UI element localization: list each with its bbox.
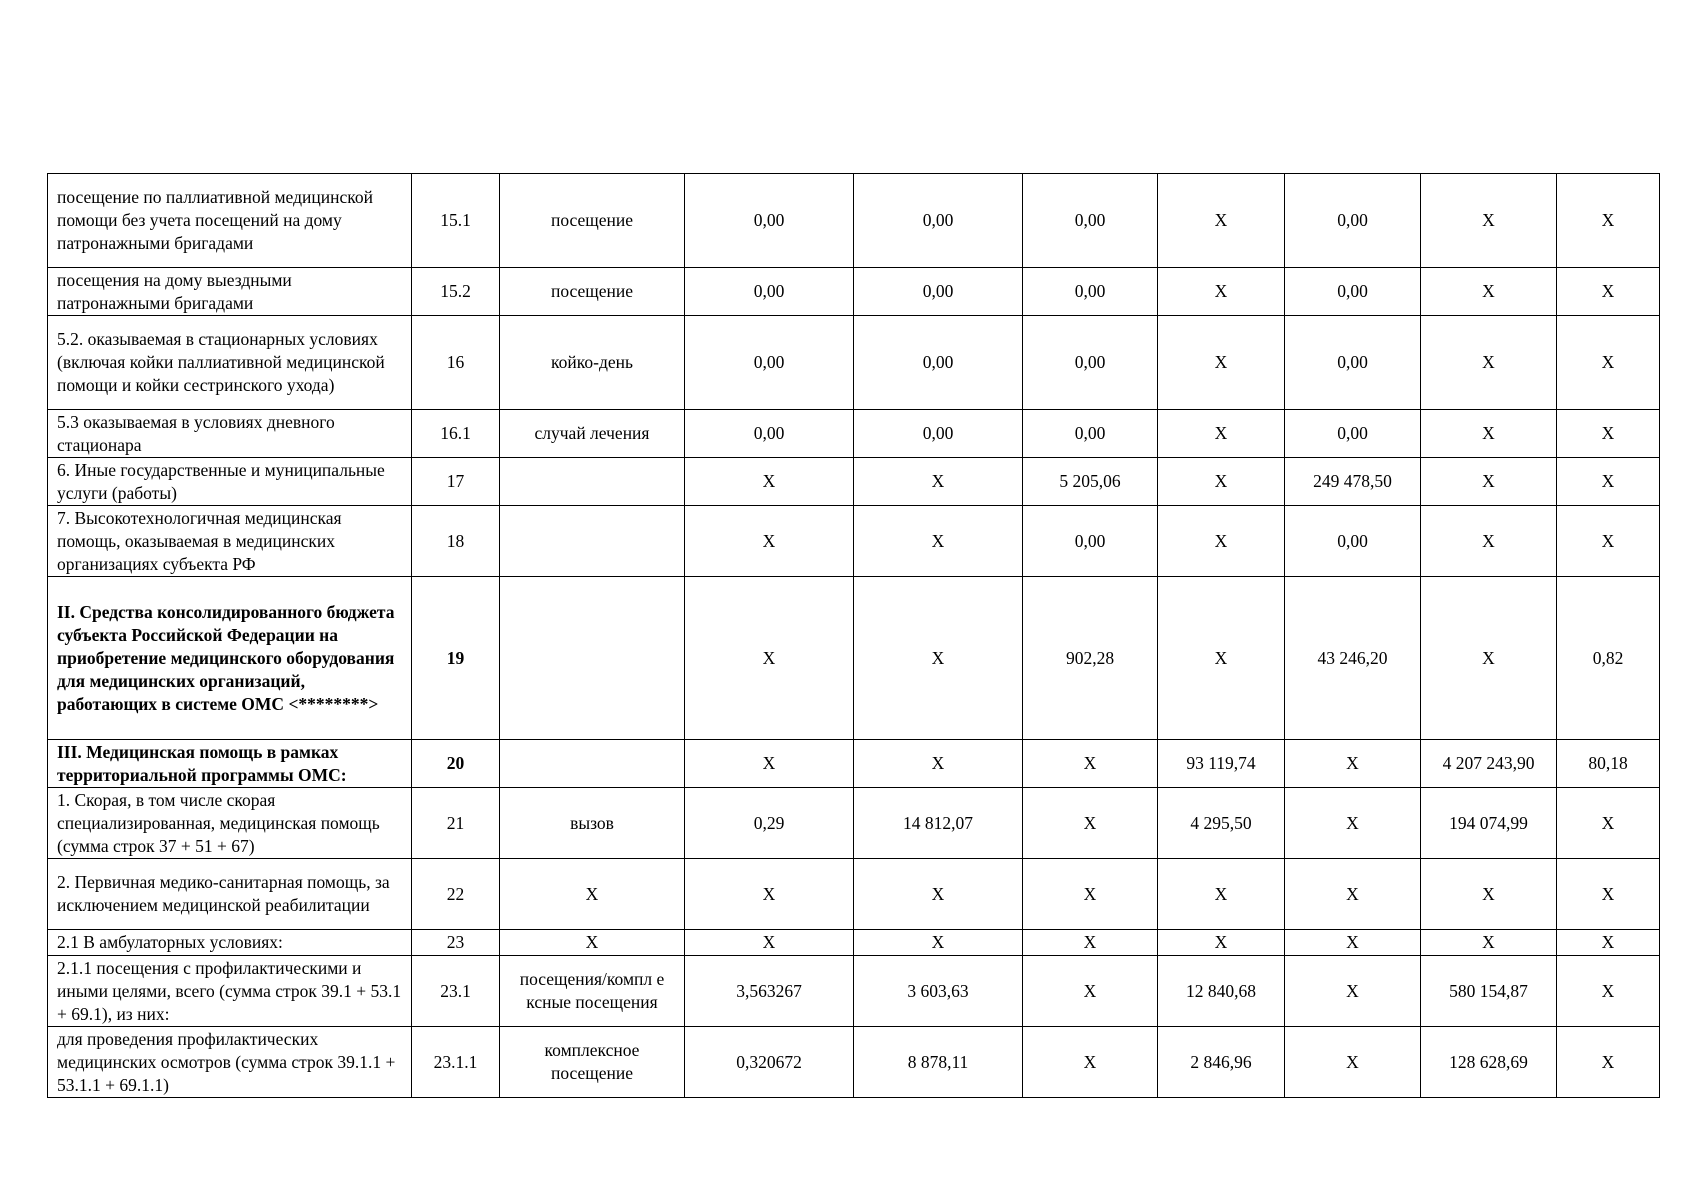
row-name: посещения на дому выездными патронажными бригадами [48,268,412,316]
value-cell: X [1421,410,1557,458]
unit-cell [500,506,685,577]
value-cell: X [1285,930,1421,956]
value-cell: X [1421,506,1557,577]
value-cell: 902,28 [1023,577,1158,740]
value-cell: X [1023,740,1158,788]
row-number: 16 [412,316,500,410]
value-cell: X [1557,316,1660,410]
row-name: посещение по паллиативной медицинской помощи без учета посещений на дому патронажными бригадами [48,174,412,268]
value-cell: 4 207 243,90 [1421,740,1557,788]
value-cell: 0,00 [854,174,1023,268]
value-cell: X [1557,930,1660,956]
value-cell: X [685,859,854,930]
value-cell: X [1557,174,1660,268]
value-cell: X [1158,268,1285,316]
value-cell: X [1421,859,1557,930]
value-cell: X [1285,740,1421,788]
table-row [48,506,1660,577]
table-row [48,1027,1660,1098]
table-row [48,788,1660,859]
value-cell: 3 603,63 [854,956,1023,1027]
row-name: 6. Иные государственные и муниципальные услуги (работы) [48,458,412,506]
row-number: 23.1.1 [412,1027,500,1098]
unit-cell: посещение [500,174,685,268]
value-cell: 0,00 [1285,506,1421,577]
value-cell: X [1023,930,1158,956]
value-cell: 0,00 [854,268,1023,316]
value-cell: X [1158,506,1285,577]
table-row [48,859,1660,930]
table-row [48,577,1660,740]
table-row [48,458,1660,506]
value-cell: 5 205,06 [1023,458,1158,506]
table-row [48,268,1660,316]
value-cell: X [854,506,1023,577]
table-row [48,174,1660,268]
value-cell: 0,00 [685,174,854,268]
table-row [48,316,1660,410]
unit-cell: вызов [500,788,685,859]
row-number: 21 [412,788,500,859]
value-cell: 93 119,74 [1158,740,1285,788]
value-cell: 0,00 [1285,268,1421,316]
value-cell: X [854,577,1023,740]
value-cell: 194 074,99 [1421,788,1557,859]
row-name: 5.3 оказываемая в условиях дневного стационара [48,410,412,458]
value-cell: X [1158,859,1285,930]
row-name: III. Медицинская помощь в рамках территориальной программы ОМС: [48,740,412,788]
value-cell: 0,00 [854,316,1023,410]
value-cell: 0,00 [1023,174,1158,268]
value-cell: 14 812,07 [854,788,1023,859]
value-cell: 2 846,96 [1158,1027,1285,1098]
value-cell: X [1557,859,1660,930]
value-cell: 4 295,50 [1158,788,1285,859]
value-cell: 0,00 [1285,316,1421,410]
value-cell: X [1557,956,1660,1027]
unit-cell: X [500,930,685,956]
value-cell: 0,00 [685,268,854,316]
value-cell: 0,82 [1557,577,1660,740]
row-number: 17 [412,458,500,506]
unit-cell [500,577,685,740]
value-cell: X [1158,410,1285,458]
table-row [48,740,1660,788]
value-cell: 0,00 [1023,268,1158,316]
value-cell: X [1158,316,1285,410]
unit-cell: посещения/компл е ксные посещения [500,956,685,1027]
row-number: 19 [412,577,500,740]
value-cell: X [1557,506,1660,577]
value-cell: X [1285,1027,1421,1098]
row-number: 23 [412,930,500,956]
value-cell: 3,563267 [685,956,854,1027]
value-cell: X [685,930,854,956]
value-cell: 0,00 [685,410,854,458]
value-cell: X [685,577,854,740]
value-cell: X [685,458,854,506]
unit-cell: посещение [500,268,685,316]
value-cell: X [1285,788,1421,859]
value-cell: 12 840,68 [1158,956,1285,1027]
value-cell: X [1557,410,1660,458]
row-number: 16.1 [412,410,500,458]
value-cell: X [685,506,854,577]
value-cell: X [685,740,854,788]
unit-cell [500,458,685,506]
row-number: 20 [412,740,500,788]
value-cell: 0,320672 [685,1027,854,1098]
value-cell: X [1557,268,1660,316]
row-name: II. Средства консолидированного бюджета субъекта Российской Федерации на приобретение медицинского оборудования для медицинских организаций, работающих в системе ОМС <********> [48,577,412,740]
value-cell: 0,00 [854,410,1023,458]
value-cell: 0,00 [1023,316,1158,410]
row-number: 23.1 [412,956,500,1027]
value-cell: 0,00 [1023,410,1158,458]
row-number: 15.2 [412,268,500,316]
value-cell: 43 246,20 [1285,577,1421,740]
value-cell: X [1158,458,1285,506]
row-number: 18 [412,506,500,577]
table-row [48,956,1660,1027]
row-name: 1. Скорая, в том числе скорая специализированная, медицинская помощь (сумма строк 37 + 51 + 67) [48,788,412,859]
value-cell: X [1023,788,1158,859]
value-cell: X [1023,859,1158,930]
row-number: 22 [412,859,500,930]
value-cell: X [1421,577,1557,740]
row-name: 2.1.1 посещения с профилактическими и иными целями, всего (сумма строк 39.1 + 53.1 + 69.1), из них: [48,956,412,1027]
value-cell: X [1421,268,1557,316]
value-cell: X [1158,174,1285,268]
value-cell: X [854,859,1023,930]
value-cell: X [1285,859,1421,930]
value-cell: X [1158,577,1285,740]
value-cell: X [1421,316,1557,410]
value-cell: X [1421,930,1557,956]
value-cell: X [854,740,1023,788]
value-cell: 0,00 [1285,174,1421,268]
value-cell: X [1158,930,1285,956]
unit-cell: случай лечения [500,410,685,458]
value-cell: X [1285,956,1421,1027]
value-cell: X [1421,174,1557,268]
value-cell: X [1557,788,1660,859]
unit-cell [500,740,685,788]
row-name: 2.1 В амбулаторных условиях: [48,930,412,956]
value-cell: 80,18 [1557,740,1660,788]
unit-cell: комплексное посещение [500,1027,685,1098]
value-cell: X [854,458,1023,506]
unit-cell: X [500,859,685,930]
value-cell: X [1557,458,1660,506]
table-row [48,410,1660,458]
row-name: 5.2. оказываемая в стационарных условиях (включая койки паллиативной медицинской помощи и койки сестринского ухода) [48,316,412,410]
value-cell: 249 478,50 [1285,458,1421,506]
row-number: 15.1 [412,174,500,268]
row-name: для проведения профилактических медицинских осмотров (сумма строк 39.1.1 + 53.1.1 + 69.1.1) [48,1027,412,1098]
table-row [48,930,1660,956]
value-cell: 0,00 [1023,506,1158,577]
unit-cell: койко-день [500,316,685,410]
financing-table [47,173,1660,1098]
value-cell: 580 154,87 [1421,956,1557,1027]
value-cell: 8 878,11 [854,1027,1023,1098]
value-cell: X [1421,458,1557,506]
row-name: 7. Высокотехнологичная медицинская помощь, оказываемая в медицинских организациях субъекта РФ [48,506,412,577]
value-cell: 0,00 [1285,410,1421,458]
row-name: 2. Первичная медико-санитарная помощь, за исключением медицинской реабилитации [48,859,412,930]
value-cell: 128 628,69 [1421,1027,1557,1098]
value-cell: 0,29 [685,788,854,859]
value-cell: X [1023,1027,1158,1098]
value-cell: X [854,930,1023,956]
value-cell: X [1557,1027,1660,1098]
value-cell: 0,00 [685,316,854,410]
value-cell: X [1023,956,1158,1027]
